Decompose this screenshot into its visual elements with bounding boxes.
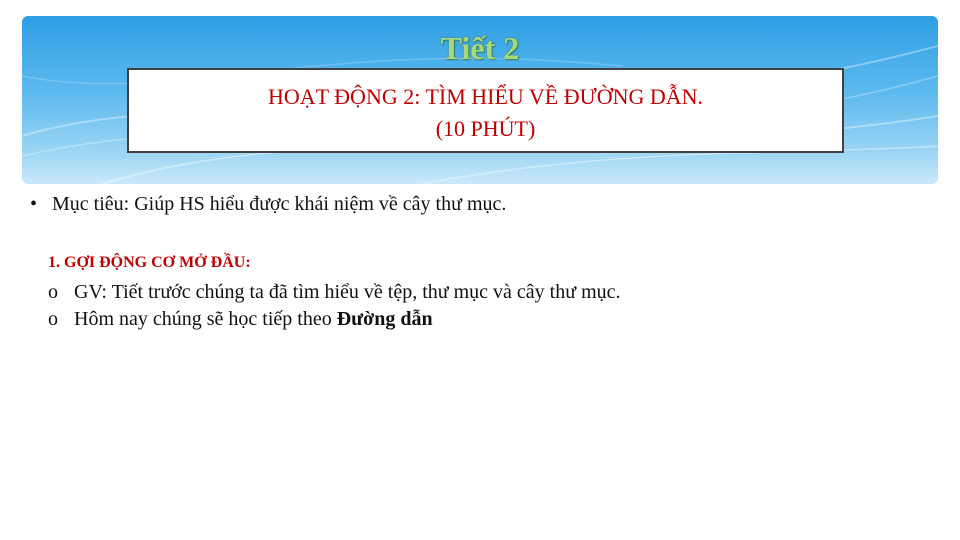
list-item-text: Hôm nay chúng sẽ học tiếp theo [74,308,337,330]
activity-title-line2: (10 PHÚT) [435,116,536,141]
list-item [48,306,621,333]
circle-bullet-icon: o [48,281,58,303]
objective-text: Mục tiêu: Giúp HS hiểu được khái niệm về cây thư mục. [52,193,507,215]
list-item-emphasis: Đường dẫn [336,308,433,330]
step-list [48,279,621,333]
circle-bullet-icon: o [48,308,58,330]
bullet-icon: • [30,193,38,215]
list-item-text: GV: Tiết trước chúng ta đã tìm hiểu về tệp, thư mục và cây thư mục. [74,281,621,303]
activity-title-line1: HOẠT ĐỘNG 2: TÌM HIỂU VỀ ĐƯỜNG DẪN. [267,84,704,109]
objective-line [30,193,506,216]
activity-title-box [127,68,844,153]
section-title: Tiết 2 [440,30,520,66]
step-heading: 1. GỢI ĐỘNG CƠ MỞ ĐẦU: [48,254,251,271]
list-item [48,279,621,306]
